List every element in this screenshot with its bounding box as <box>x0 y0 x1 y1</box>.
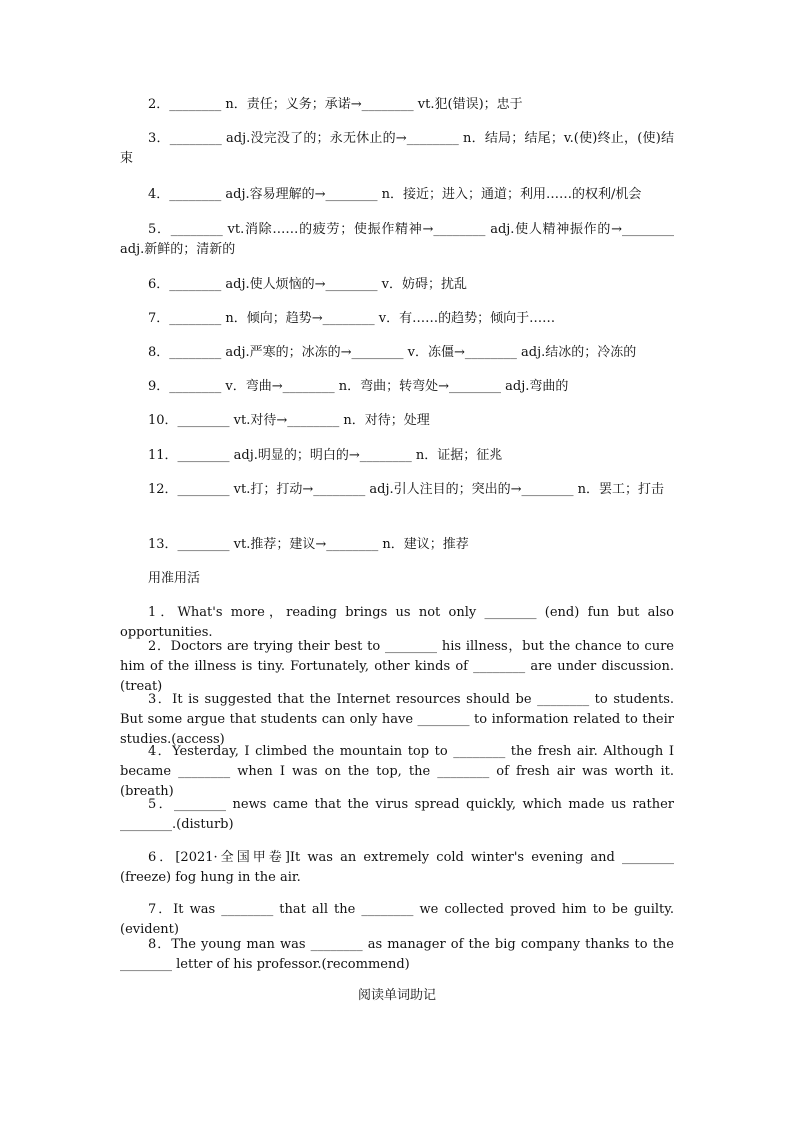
exercise-2: 2．Doctors are trying their best to ________ his illness，but the chance to cure him of the illness is tiny. Fortunately, other kinds of ________ are under discussion.(treat) <box>120 639 674 694</box>
exercise-3: 3．It is suggested that the Internet resources should be ________ to students. But some argue that students can only have ________ to information related to their studies.(access) <box>120 692 674 747</box>
section-title: 用准用活 <box>148 571 201 586</box>
vocab-item-8: 8．________ adj.严寒的；冰冻的→________ v．冻僵→________ adj.结冰的；冷冻的 <box>148 345 637 360</box>
exercise-6: 6．[2021·全国甲卷]It was an extremely cold winter's evening and ________ (freeze) fog hung in the air. <box>120 850 674 885</box>
footer-title: 阅读单词助记 <box>357 988 436 1003</box>
vocab-item-12: 12．________ vt.打；打动→________ adj.引人注目的；突出的→________ n．罢工；打击 <box>148 482 665 497</box>
exercise-4: 4．Yesterday, I climbed the mountain top to ________ the fresh air. Although I became ________ when I was on the top, the ________ of fresh air was worth it.(breath) <box>120 744 674 799</box>
vocab-item-9: 9．________ v．弯曲→________ n．弯曲；转弯处→________ adj.弯曲的 <box>148 379 569 394</box>
exercise-8: 8．The young man was ________ as manager of the big company thanks to the ________ letter of his professor.(recommend) <box>120 937 674 972</box>
vocab-item-11: 11．________ adj.明显的；明白的→________ n．证据；征兆 <box>148 448 503 463</box>
vocab-item-6: 6．________ adj.使人烦恼的→________ v．妨碍；扰乱 <box>148 277 468 292</box>
vocab-item-3: 3．________ adj.没完没了的；永无休止的→________ n．结局；结尾；v.(使)终止，(使)结束 <box>120 131 674 166</box>
exercise-5: 5．________ news came that the virus spread quickly, which made us rather ________.(disturb) <box>120 797 674 832</box>
vocab-item-5: 5．________ vt.消除……的疲劳；使振作精神→________ adj.使人精神振作的→________ adj.新鲜的；清新的 <box>120 222 674 257</box>
vocab-item-7: 7．________ n．倾向；趋势→________ v．有……的趋势；倾向于…… <box>148 311 556 326</box>
exercise-1: 1．What's more，reading brings us not only ________ (end) fun but also opportunities. <box>120 605 674 640</box>
exercise-7: 7．It was ________ that all the ________ we collected proved him to be guilty.(evident) <box>120 902 674 937</box>
vocab-item-10: 10．________ vt.对待→________ n．对待；处理 <box>148 413 430 428</box>
vocab-item-2: 2．________ n．责任；义务；承诺→________ vt.犯(错误)；忠于 <box>148 97 523 112</box>
vocab-item-4: 4．________ adj.容易理解的→________ n．接近；进入；通道；利用……的权利/机会 <box>148 187 642 202</box>
vocab-item-13: 13．________ vt.推荐；建议→________ n．建议；推荐 <box>148 537 469 552</box>
